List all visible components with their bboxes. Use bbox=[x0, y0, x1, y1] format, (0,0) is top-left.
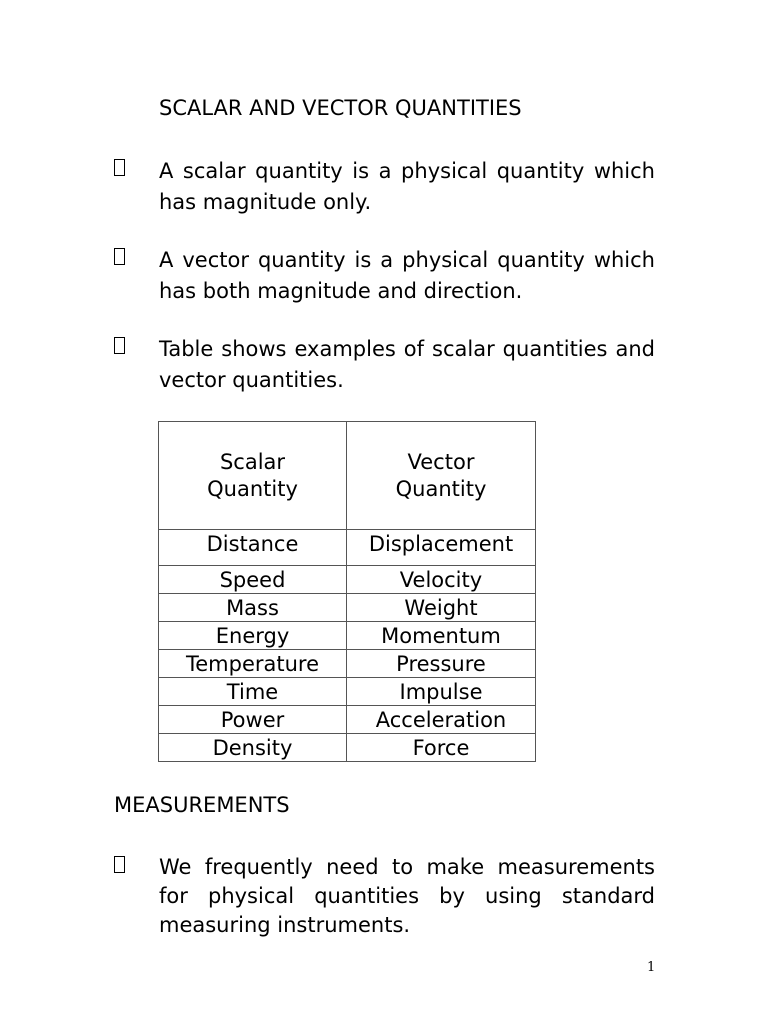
scalar-cell: Time bbox=[159, 678, 347, 706]
page-title: SCALAR AND VECTOR QUANTITIES bbox=[159, 96, 522, 120]
vector-cell: Pressure bbox=[347, 650, 536, 678]
table-row bbox=[159, 734, 536, 762]
missing-glyph-box-icon bbox=[114, 248, 125, 265]
table-row bbox=[159, 706, 536, 734]
table-header-row bbox=[159, 422, 536, 530]
table-row bbox=[159, 650, 536, 678]
bullet-text: Table shows examples of scalar quantities and vector quantities. bbox=[159, 337, 655, 392]
header-scalar-quantity: Scalar Quantity bbox=[159, 422, 347, 530]
table-row bbox=[159, 530, 536, 566]
vector-cell: Weight bbox=[347, 594, 536, 622]
bullet-text: A scalar quantity is a physical quantity which has magnitude only. bbox=[159, 159, 655, 214]
missing-glyph-box-icon bbox=[114, 337, 125, 354]
measurements-heading: MEASUREMENTS bbox=[114, 793, 290, 817]
quantities-table bbox=[158, 421, 536, 762]
scalar-cell: Temperature bbox=[159, 650, 347, 678]
vector-cell: Impulse bbox=[347, 678, 536, 706]
vector-cell: Acceleration bbox=[347, 706, 536, 734]
scalar-cell: Speed bbox=[159, 566, 347, 594]
vector-cell: Velocity bbox=[347, 566, 536, 594]
table-row bbox=[159, 566, 536, 594]
page-number: 1 bbox=[647, 960, 656, 975]
table-row bbox=[159, 678, 536, 706]
missing-glyph-box-icon bbox=[114, 159, 125, 176]
table-row bbox=[159, 622, 536, 650]
vector-cell: Displacement bbox=[347, 530, 536, 566]
header-vector-quantity: Vector Quantity bbox=[347, 422, 536, 530]
table-row bbox=[159, 594, 536, 622]
vector-cell: Momentum bbox=[347, 622, 536, 650]
scalar-cell: Energy bbox=[159, 622, 347, 650]
scalar-cell: Mass bbox=[159, 594, 347, 622]
scalar-cell: Power bbox=[159, 706, 347, 734]
bullet-text: A vector quantity is a physical quantity which has both magnitude and direction. bbox=[159, 248, 655, 303]
vector-cell: Force bbox=[347, 734, 536, 762]
scalar-cell: Distance bbox=[159, 530, 347, 566]
bullet-text: We frequently need to make measurements for physical quantities by using standard measuring instruments. bbox=[159, 855, 655, 937]
missing-glyph-box-icon bbox=[114, 856, 125, 873]
scalar-cell: Density bbox=[159, 734, 347, 762]
